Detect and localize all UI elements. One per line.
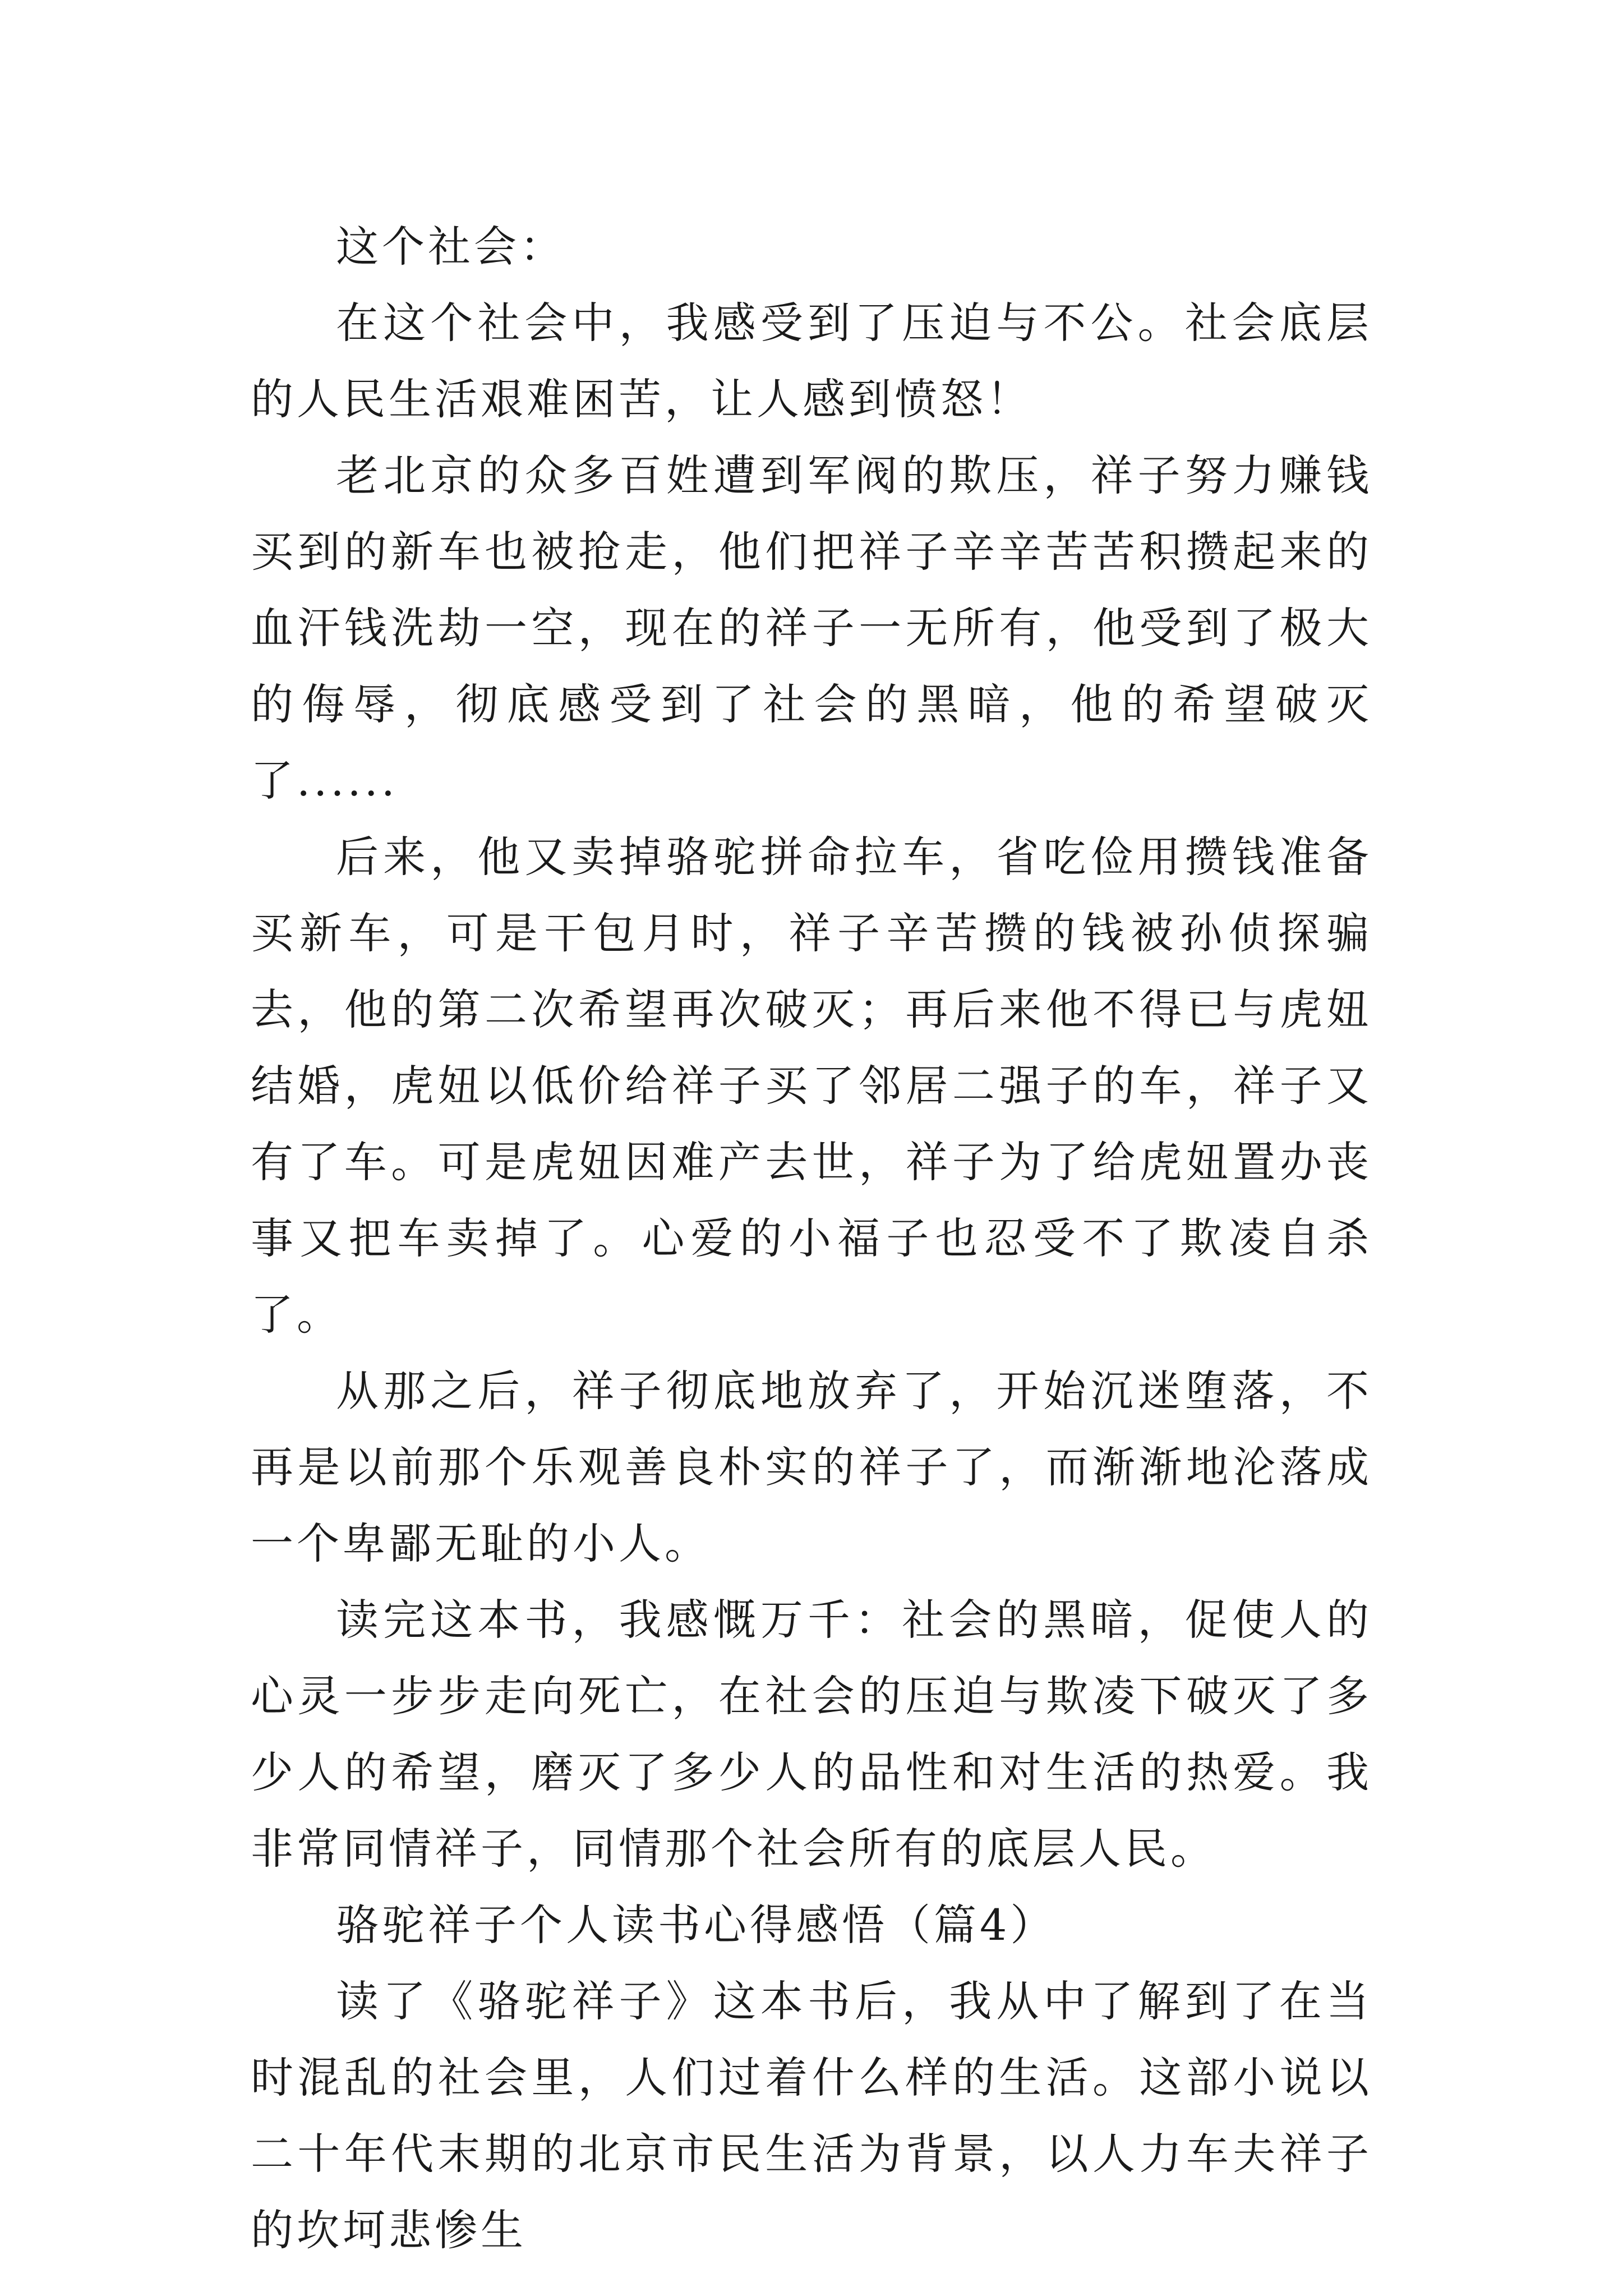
- paragraph-reflection: 读完这本书，我感慨万千：社会的黑暗，促使人的心灵一步步走向死亡，在社会的压迫与欺凌下破灭了多少人的希望，磨灭了多少人的品性和对生活的热爱。我非常同情祥子，同情那个社会所有的底层人民。: [251, 1595, 1372, 1874]
- paragraph-later-events: 后来，他又卖掉骆驼拼命拉车，省吃俭用攒钱准备买新车，可是干包月时，祥子辛苦攒的钱被孙侦探骗去，他的第二次希望再次破灭；再后来他不得已与虎妞结婚，虎妞以低价给祥子买了邻居二强子的车，祥子又有了车。可是虎妞因难产去世，祥子为了给虎妞置办丧事又把车卖掉了。心爱的小福子也忍受不了欺凌自杀了。: [251, 832, 1372, 1340]
- section-heading: 骆驼祥子个人读书心得感悟（篇4）: [336, 1900, 1057, 1950]
- paragraph-part-four-intro: 读了《骆驼祥子》这本书后，我从中了解到了在当时混乱的社会里，人们过着什么样的生活。这部小说以二十年代末期的北京市民生活为背景，以人力车夫祥子的坎坷悲惨生: [251, 1976, 1372, 2255]
- document-body: [251, 209, 1372, 2269]
- paragraph-oppression: 在这个社会中，我感受到了压迫与不公。社会底层的人民生活艰难困苦，让人感到愤怒！: [251, 298, 1372, 424]
- paragraph-old-beijing: 老北京的众多百姓遭到军阀的欺压，祥子努力赚钱买到的新车也被抢走，他们把祥子辛辛苦苦积攒起来的血汗钱洗劫一空，现在的祥子一无所有，他受到了极大的侮辱，彻底感受到了社会的黑暗，他的希望破灭了......: [251, 450, 1372, 806]
- paragraph-society-heading: 这个社会：: [336, 222, 566, 272]
- paragraph-after-that: 从那之后，祥子彻底地放弃了，开始沉迷堕落，不再是以前那个乐观善良朴实的祥子了，而渐渐地沦落成一个卑鄙无耻的小人。: [251, 1366, 1372, 1568]
